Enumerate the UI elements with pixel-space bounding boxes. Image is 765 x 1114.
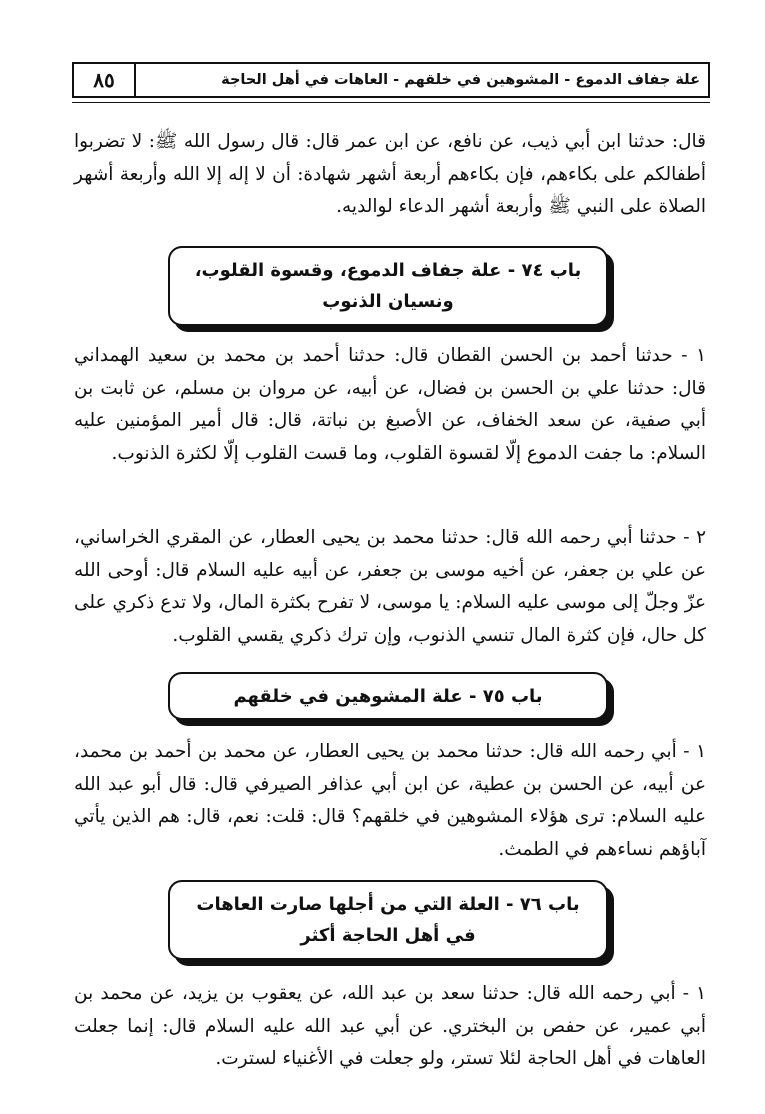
hadith-paragraph: ١ - حدثنا أحمد بن الحسن القطان قال: حدثنا أحمد بن محمد بن سعيد الهمداني قال: حدثنا علي بن الحسن بن فضال، عن أبيه، عن مروان بن مسلم، عن ثابت بن أبي صفية، عن سعد الخفاف، عن الأصبغ بن نباتة، قال: قال أمير المؤمنين عليه السلام: ما جفت الدموع إلّا لقسوة القلوب، وما قست القلوب إلّا لكثرة الذنوب. [74,345,706,464]
hadith-paragraph: ١ - أبي رحمه الله قال: حدثنا سعد بن عبد الله، عن يعقوب بن يزيد، عن محمد بن أبي عمير، عن حفص بن البختري. عن أبي عبد الله عليه السلام قال: إنما جعلت العاهات في أهل الحاجة لئلا تستر، ولو جعلت في الأغنياء لسترت. [74,983,706,1070]
chapter-box-76 [168,880,608,960]
chapter-box-75 [168,672,608,720]
chapter-title-line: باب ٧٥ - علة المشوهين في خلقهم [233,685,543,707]
intro-paragraph: قال: حدثنا ابن أبي ذيب، عن نافع، عن ابن عمر قال: قال رسول الله ﷺ: لا تضربوا أطفالكم على بكاءهم، فإن بكاءهم أربعة أشهر شهادة: أن لا إله إلا الله وأربعة أشهر الصلاة على النبي ﷺ وأربعة أشهر الدعاء لوالديه. [74,131,706,218]
hadith-paragraph: ٢ - حدثنا أبي رحمه الله قال: حدثنا محمد بن يحيى العطار، عن المقري الخراساني، عن علي بن جعفر، عن أخيه موسى بن جعفر، عن أبيه عليه السلام قال: أوحى الله عزّ وجلّ إلى موسى عليه السلام: يا موسى، لا تفرح بكثرة المال، ولا تدع ذكري على كل حال، فإن كثرة المال تنسي الذنوب، وإن ترك ذكري يقسي القلوب. [74,527,706,646]
hadith-paragraph: ١ - أبي رحمه الله قال: حدثنا محمد بن يحيى العطار، عن محمد بن أحمد بن محمد، عن أبيه، عن الحسن بن عطية، عن ابن أبي عذافر الصيرفي قال: قال أبو عبد الله عليه السلام: ترى هؤلاء المشوهين في خلقهم؟ قال: قلت: نعم، قال: هم الذين يأتي آباؤهم نساءهم في الطمث. [74,741,706,860]
chapter-title-line: باب ٧٦ - العلة التي من أجلها صارت العاهات [196,894,580,915]
chapter-title-line: في أهل الحاجة أكثر [300,925,476,946]
chapter-box-74 [168,246,608,326]
chapter-title-line: ونسيان الذنوب [322,291,454,312]
page-number: ٨٥ [74,64,136,96]
running-title: علة جفاف الدموع - المشوهين في خلقهم - العاهات في أهل الحاجة [221,72,700,88]
chapter-title-line: باب ٧٤ - علة جفاف الدموع، وقسوة القلوب، [194,260,582,281]
header-underline [72,102,710,104]
running-header [72,62,710,98]
